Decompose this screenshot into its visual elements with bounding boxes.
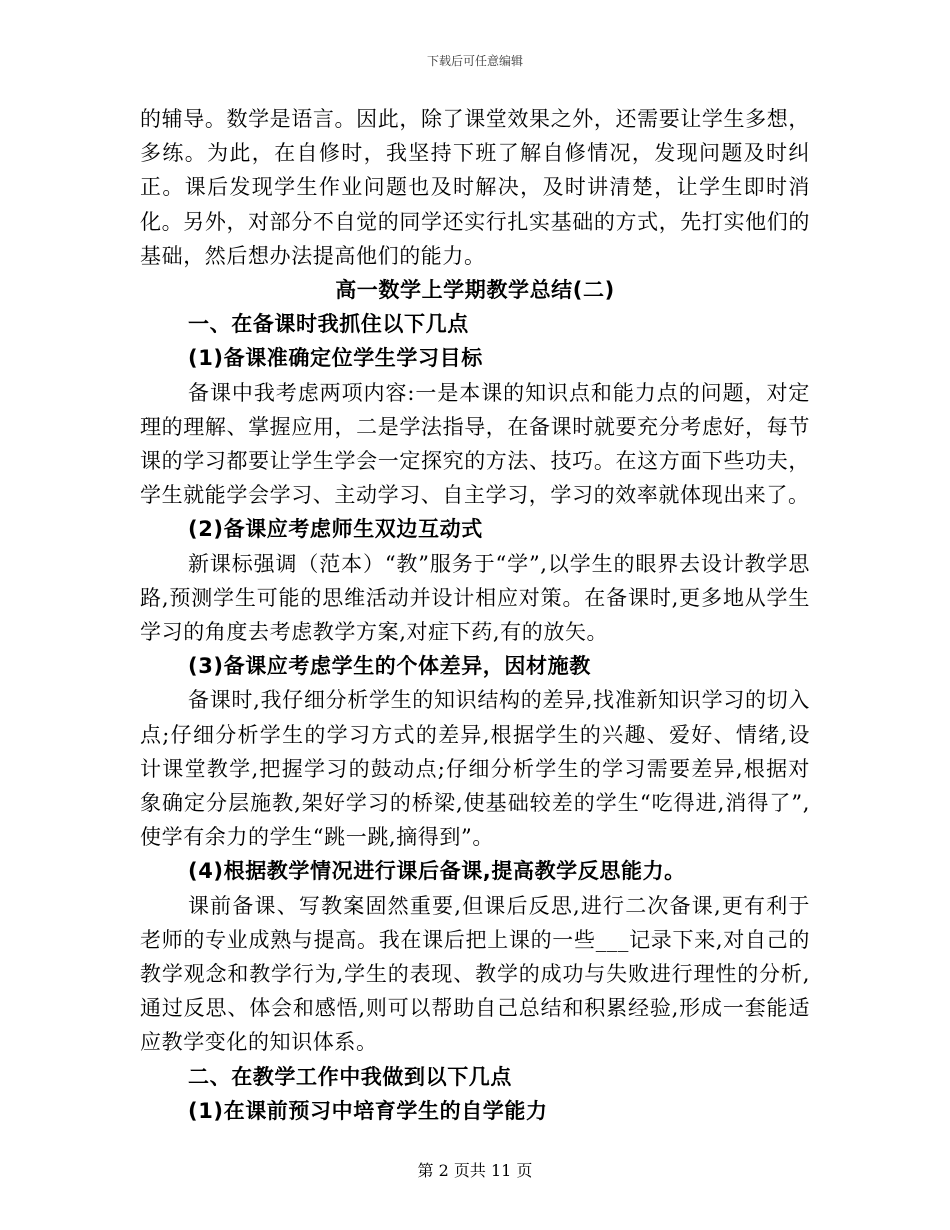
body-paragraph: 课前备课、写教案固然重要,但课后反思,进行二次备课,更有利于老师的专业成熟与提高。我在课后把上课的一些___记录下来,对自己的教学观念和教学行为,学生的表现、教学的成功与失败进行理性的分析,通过反思、体会和感悟,则可以帮助自己总结和积累经验,形成一套能适应教学变化的知识体系。 [140,893,810,1055]
subsection-heading: (1)备课准确定位学生学习目标 [188,346,483,371]
page-header: 下载后可任意编辑 [426,54,523,68]
section-heading: 二、在教学工作中我做到以下几点 [188,1064,512,1089]
body-paragraph: 备课中我考虑两项内容:一是本课的知识点和能力点的问题，对定理的理解、掌握应用，二是学法指导，在备课时就要充分考虑好，每节课的学习都要让学生学会一定探究的方法、技巧。在这方面下些功夫，学生就能学会学习、主动学习、自主学习，学习的效率就体现出来了。 [140,380,810,508]
section-title: 高一数学上学期教学总结(二) [335,278,615,303]
subsection-heading: (3)备课应考虑学生的个体差异，因材施教 [188,654,591,679]
subsection-heading: (4)根据教学情况进行课后备课,提高教学反思能力。 [188,859,686,884]
subsection-heading: (2)备课应考虑师生双边互动式 [188,517,483,542]
page-footer: 第 2 页共 11 页 [417,1161,533,1180]
body-paragraph: 的辅导。数学是语言。因此，除了课堂效果之外，还需要让学生多想，多练。为此，在自修时，我坚持下班了解自修情况，发现问题及时纠正。课后发现学生作业问题也及时解决，及时讲清楚，让学生即时消化。另外，对部分不自觉的同学还实行扎实基础的方式，先打实他们的基础，然后想办法提高他们的能力。 [140,107,810,268]
section-heading: 一、在备课时我抓住以下几点 [188,312,469,337]
document-body [140,102,810,1128]
body-paragraph: 备课时,我仔细分析学生的知识结构的差异,找准新知识学习的切入点;仔细分析学生的学习方式的差异,根据学生的兴趣、爱好、情绪,设计课堂教学,把握学习的鼓动点;仔细分析学生的学习需要差异,根据对象确定分层施教,架好学习的桥梁,使基础较差的学生“吃得进,消得了”,使学有余力的学生“跳一跳,摘得到”。 [140,688,810,850]
body-paragraph: 新课标强调（范本）“教”服务于“学”,以学生的眼界去设计教学思路,预测学生可能的思维活动并设计相应对策。在备课时,更多地从学生学习的角度去考虑教学方案,对症下药,有的放矢。 [140,551,810,645]
subsection-heading: (1)在课前预习中培育学生的自学能力 [188,1098,548,1123]
